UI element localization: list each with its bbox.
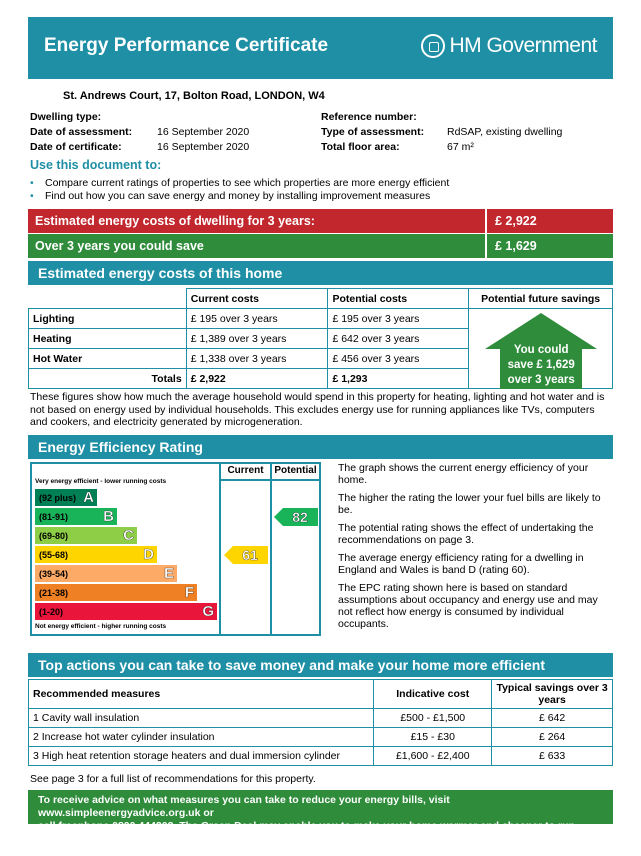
- savings-label: Over 3 years you could save: [35, 239, 204, 253]
- savings-arrow-text: You could save £ 1,629 over 3 years: [507, 344, 575, 386]
- date-assessment-label: Date of assessment:: [30, 126, 133, 138]
- eer-band-a: [35, 489, 97, 506]
- eer-explanation: [338, 462, 610, 636]
- eer-band-d: [35, 546, 157, 563]
- estimated-costs-band: [28, 209, 613, 233]
- cost-header: Indicative cost: [374, 680, 492, 709]
- empty-header: [29, 289, 187, 309]
- estimated-costs-label: Estimated energy costs of dwelling for 3 years:: [35, 214, 315, 228]
- table-row: [29, 709, 613, 728]
- eer-text: The graph shows the current energy efficiency of your home.: [338, 462, 589, 486]
- eer-band-letter: C: [123, 527, 134, 544]
- floor-area-value: 67 m²: [447, 141, 474, 153]
- typical-saving: £ 264: [492, 728, 613, 747]
- savings-value: £ 1,629: [485, 234, 613, 258]
- row-name: Lighting: [29, 309, 187, 329]
- eer-current-header: Current: [227, 465, 264, 476]
- potential-cost: £ 195 over 3 years: [328, 309, 469, 329]
- eer-current-rating: 61: [224, 546, 268, 569]
- eer-text: The average energy efficiency rating for a dwelling in England and Wales is band D (rating 60).: [338, 552, 584, 576]
- eer-band-letter: A: [83, 489, 94, 506]
- eer-band-letter: D: [143, 546, 154, 563]
- current-cost: £ 1,389 over 3 years: [186, 329, 328, 349]
- government-label: HM Government: [449, 34, 597, 57]
- reference-label: Reference number:: [321, 111, 417, 123]
- eer-potential-header: Potential: [274, 465, 317, 476]
- typical-saving: £ 633: [492, 747, 613, 766]
- indicative-cost: £1,600 - £2,400: [374, 747, 492, 766]
- eer-text: The EPC rating shown here is based on standard assumptions about occupancy and energy use and may not reflect how energy is consumed by individual occupants.: [338, 582, 598, 630]
- estimated-costs-value: £ 2,922: [485, 209, 613, 233]
- use-document-heading: Use this document to:: [30, 158, 162, 172]
- eer-band-letter: B: [103, 508, 114, 525]
- eer-band-letter: F: [184, 584, 194, 601]
- eer-band-letter: E: [163, 565, 174, 582]
- current-cost: £ 195 over 3 years: [186, 309, 328, 329]
- indicative-cost: £500 - £1,500: [374, 709, 492, 728]
- table-row: [29, 309, 613, 329]
- eer-chart: [30, 462, 321, 636]
- potential-cost: £ 642 over 3 years: [328, 329, 469, 349]
- costs-explanation: These figures show how much the average household would spend in this property for heating, lighting and hot water and is not based on energy used by individual households. This excludes energy use for running appliances like TVs, computers and cookers, and electricity generated by microgeneration.: [30, 391, 605, 428]
- row-name: Hot Water: [29, 349, 187, 369]
- measure: 3 High heat retention storage heaters and dual immersion cylinder: [29, 747, 374, 766]
- savings-header: Typical savings over 3 years: [492, 680, 613, 709]
- eer-band-e: [35, 565, 177, 582]
- costs-section-heading: Estimated energy costs of this home: [28, 261, 613, 285]
- eer-text: The potential rating shows the effect of undertaking the recommendations on page 3.: [338, 522, 594, 546]
- eer-band-range: (55-68): [39, 549, 69, 560]
- date-assessment-value: 16 September 2020: [157, 126, 250, 138]
- eer-text: The higher the rating the lower your fuel bills are likely to be.: [338, 492, 601, 516]
- eer-bottom-note: Not energy efficient - higher running costs: [35, 623, 167, 630]
- royal-crest-icon: [421, 34, 445, 58]
- list-item: • Find out how you can save energy and money by installing improvement measures: [30, 190, 449, 203]
- eer-band-g: [35, 603, 217, 620]
- current-cost: £ 1,338 over 3 years: [186, 349, 328, 369]
- recommendations-note: See page 3 for a full list of recommendations for this property.: [30, 773, 316, 785]
- eer-section-heading: Energy Efficiency Rating: [28, 435, 613, 459]
- potential-costs-header: Potential costs: [328, 289, 469, 309]
- eer-band-range: (39-54): [39, 568, 69, 579]
- eer-band-range: (81-91): [39, 511, 69, 522]
- total-current: £ 2,922: [186, 369, 328, 389]
- actions-section-heading: Top actions you can take to save money and make your home more efficient: [28, 653, 613, 677]
- current-costs-header: Current costs: [186, 289, 328, 309]
- header-banner: [28, 17, 613, 79]
- actions-table: [28, 679, 613, 766]
- use-document-list: [30, 177, 449, 203]
- table-row: [29, 728, 613, 747]
- row-name: Heating: [29, 329, 187, 349]
- property-address: St. Andrews Court, 17, Bolton Road, LONDON, W4: [63, 90, 325, 102]
- eer-potential-rating: 82: [274, 508, 318, 531]
- future-savings-header: Potential future savings: [469, 289, 613, 309]
- footer-line: To receive advice on what measures you can take to reduce your energy bills, visit www.simpleenergyadvice.org.uk or: [38, 794, 450, 819]
- savings-band: [28, 234, 613, 258]
- eer-top-note: Very energy efficient - lower running costs: [35, 478, 167, 485]
- eer-band-range: (21-38): [39, 587, 69, 598]
- page-title: Energy Performance Certificate: [44, 35, 329, 56]
- eer-band-range: (1-20): [39, 606, 64, 617]
- date-certificate-label: Date of certificate:: [30, 141, 122, 153]
- date-certificate-value: 16 September 2020: [157, 141, 250, 153]
- measure: 1 Cavity wall insulation: [29, 709, 374, 728]
- footer-line: call freephone 0800 444202. The Green Deal may enable you to make your home warmer and cheaper to run.: [38, 820, 578, 832]
- hm-government-logo: [421, 34, 597, 58]
- footer-advice: [28, 790, 613, 832]
- eer-band-range: (69-80): [39, 530, 69, 541]
- eer-band-letter: G: [202, 603, 214, 620]
- indicative-cost: £15 - £30: [374, 728, 492, 747]
- eer-band-f: [35, 584, 197, 601]
- potential-cost: £ 456 over 3 years: [328, 349, 469, 369]
- list-item: • Compare current ratings of properties to see which properties are more energy efficient: [30, 177, 449, 190]
- eer-band-b: [35, 508, 117, 525]
- costs-table: [28, 288, 613, 389]
- eer-band-c: [35, 527, 137, 544]
- eer-band-range: (92 plus): [39, 492, 77, 503]
- measure: 2 Increase hot water cylinder insulation: [29, 728, 374, 747]
- type-assessment-value: RdSAP, existing dwelling: [447, 126, 563, 138]
- total-potential: £ 1,293: [328, 369, 469, 389]
- type-assessment-label: Type of assessment:: [321, 126, 425, 138]
- dwelling-type-label: Dwelling type:: [30, 111, 102, 123]
- totals-label: Totals: [29, 369, 187, 389]
- typical-saving: £ 642: [492, 709, 613, 728]
- table-row: [29, 747, 613, 766]
- floor-area-label: Total floor area:: [321, 141, 400, 153]
- freephone-number: 0800 444202: [112, 820, 174, 832]
- measures-header: Recommended measures: [29, 680, 374, 709]
- savings-arrow-cell: [469, 309, 613, 389]
